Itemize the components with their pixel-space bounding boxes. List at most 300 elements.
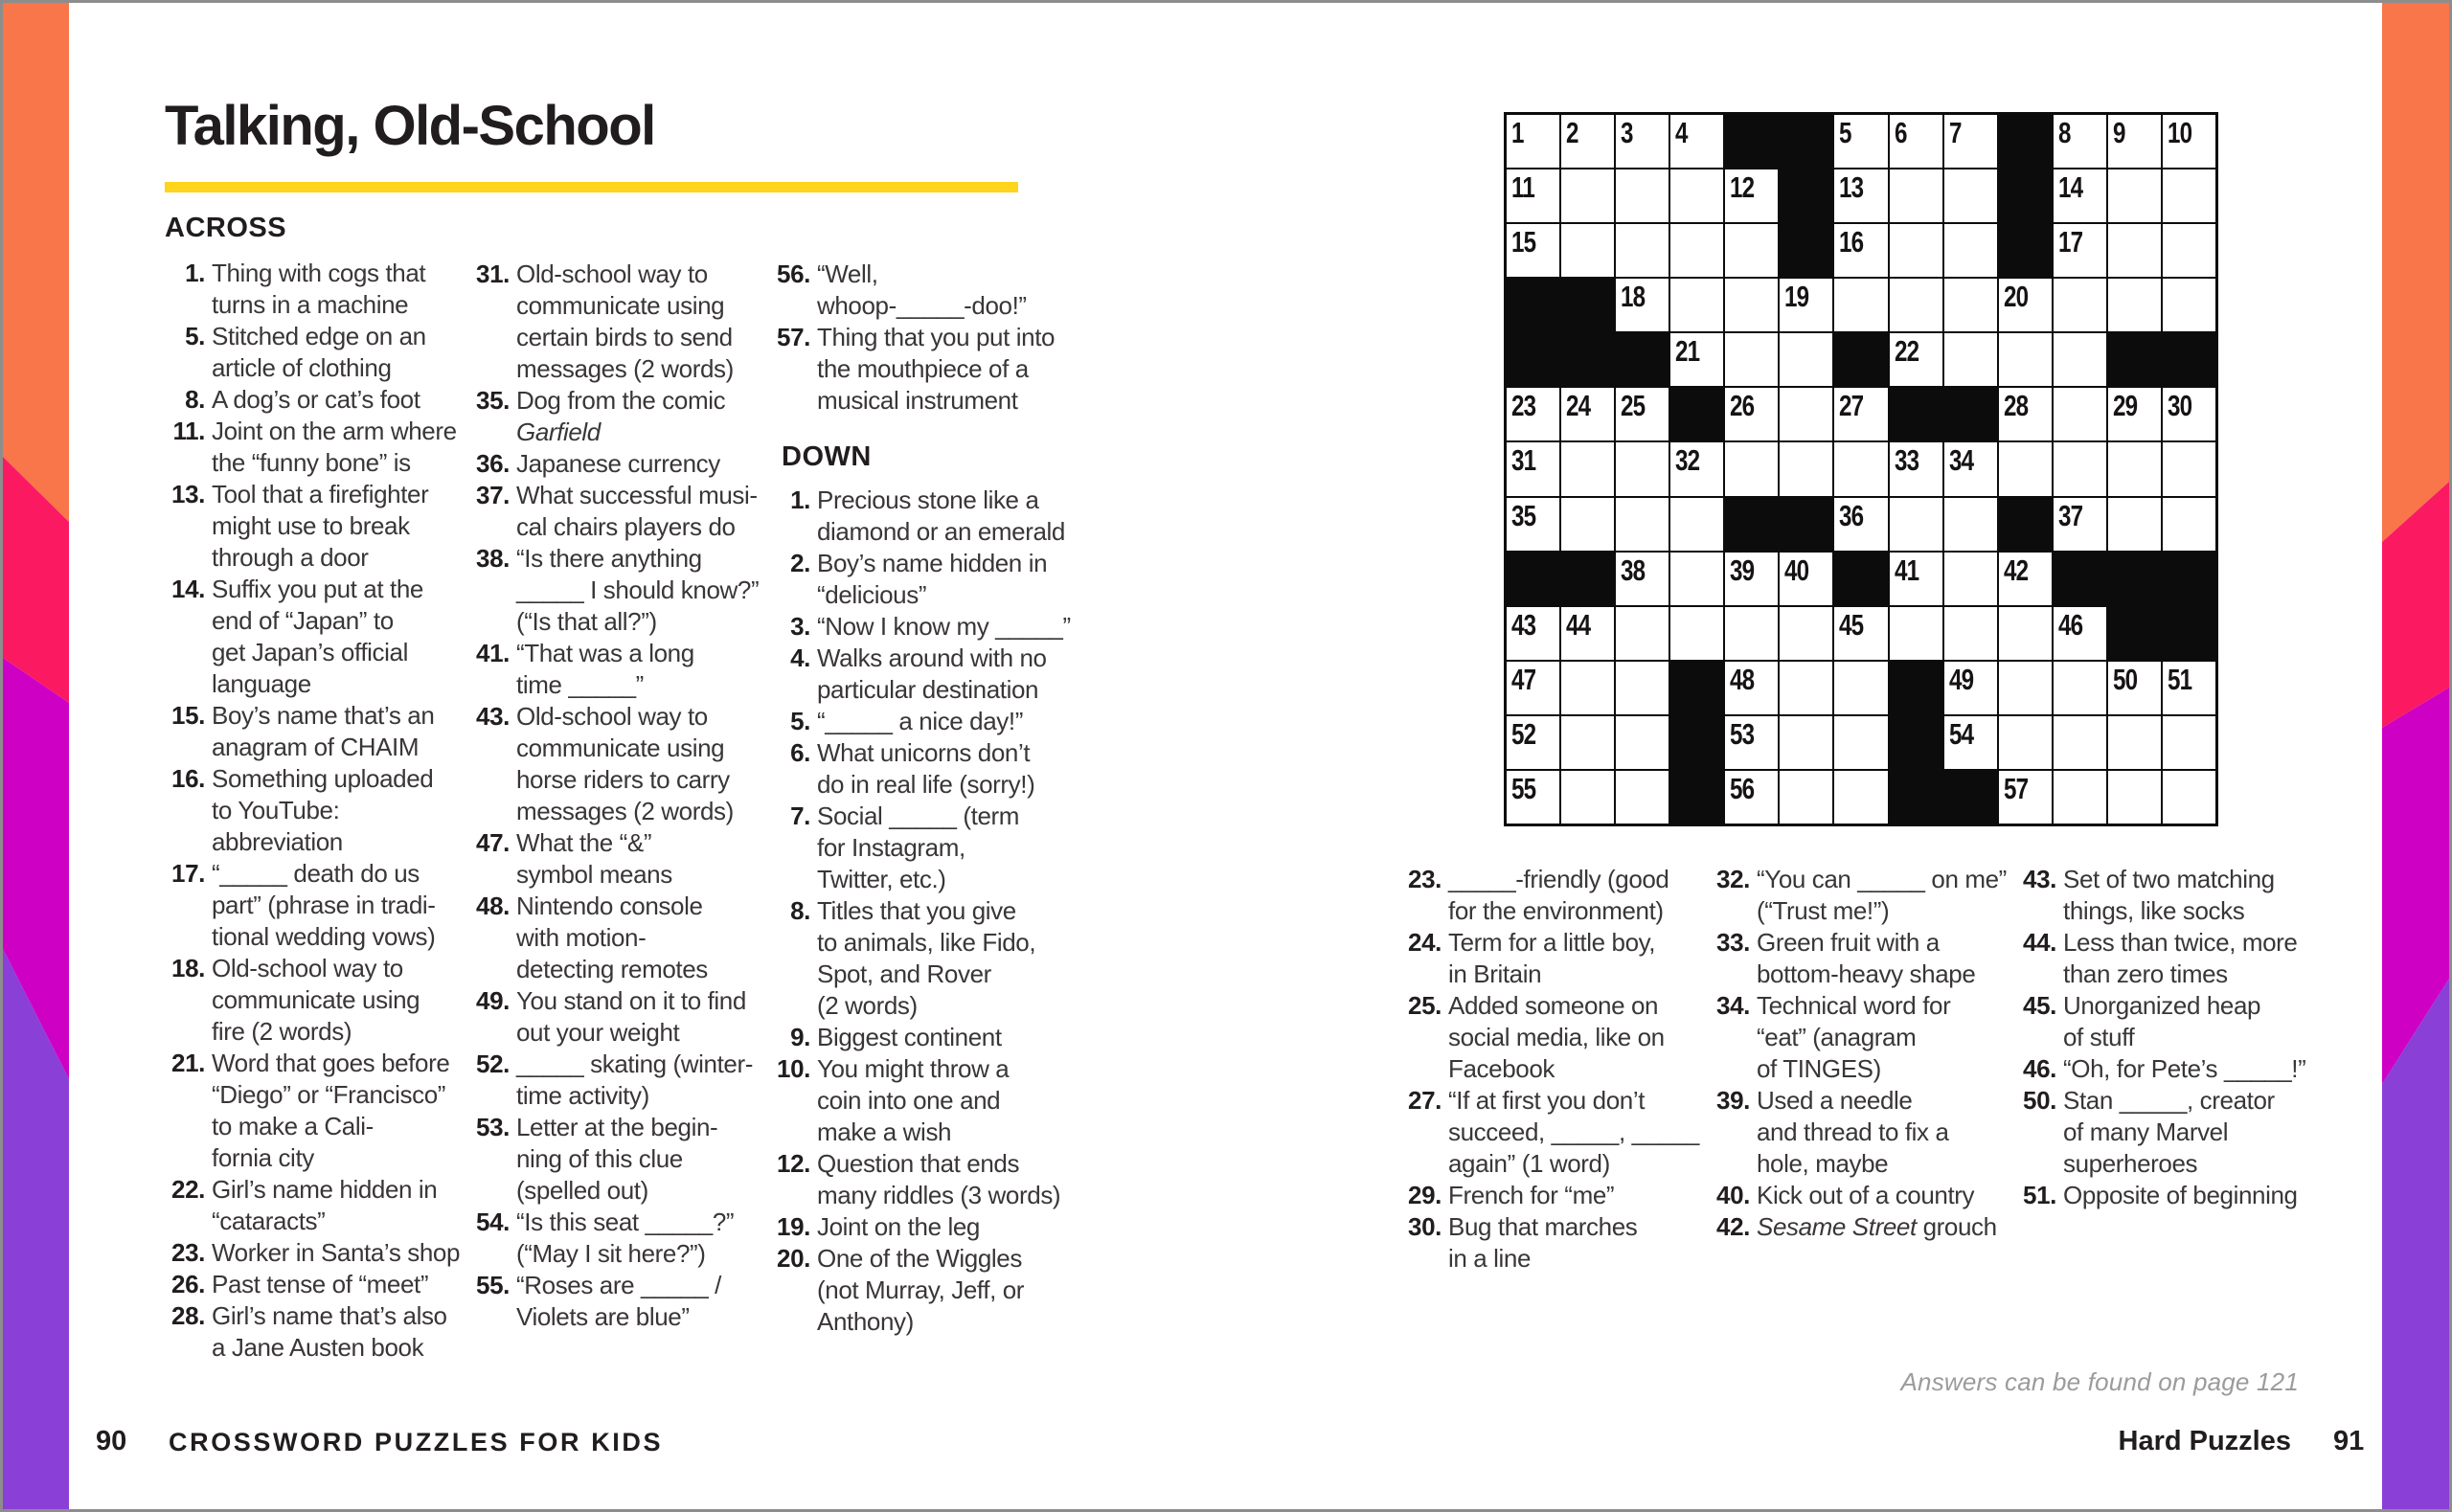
clue-text [516, 1112, 717, 1207]
grid-cell [2108, 442, 2161, 495]
clue-line: Unorganized heap [2063, 991, 2261, 1020]
grid-cell [1616, 662, 1669, 714]
clue-line: (“Is that all?”) [516, 607, 657, 636]
clue-line: of stuff [2063, 1023, 2135, 1051]
crossword-grid [1504, 112, 2218, 826]
cell-number: 12 [1730, 170, 1755, 205]
clue-item [161, 1300, 462, 1364]
grid-cell [1507, 169, 1559, 222]
clue-number: 19. [777, 1212, 810, 1241]
cell-number: 14 [2057, 170, 2083, 205]
clue-line: (not Murray, Jeff, or [817, 1275, 1025, 1304]
clue-line: Letter at the begin- [516, 1113, 718, 1141]
grid-cell [1561, 771, 1614, 824]
clue-line: Old-school way to [212, 954, 403, 982]
clue-line: many riddles (3 words) [817, 1181, 1061, 1209]
grid-cell [1890, 169, 1942, 222]
grid-cell [1999, 279, 2052, 331]
grid-cell-black [1944, 771, 1997, 824]
clue-line: Girl’s name hidden in [212, 1175, 438, 1204]
clue-line: Set of two matching [2063, 865, 2275, 893]
grid-cell [1890, 333, 1942, 386]
grid-cell [1725, 388, 1778, 440]
puzzle-title: Talking, Old-School [165, 95, 655, 157]
grid-cell [1834, 442, 1887, 495]
clue-line: Term for a little boy, [1448, 928, 1656, 957]
grid-cell [1616, 224, 1669, 277]
clue-line: detecting remotes [516, 955, 708, 983]
clue-text [212, 384, 420, 416]
down-clue-list-a [1397, 864, 1700, 1275]
clue-text [1757, 864, 2007, 927]
clue-line: Biggest continent [817, 1023, 1002, 1051]
clue-number: 56. [777, 260, 810, 288]
grid-cell [2054, 333, 2106, 386]
cell-number: 5 [1839, 116, 1852, 149]
clue-text [212, 953, 420, 1048]
clue-line: messages (2 words) [516, 797, 734, 825]
clue-item [161, 321, 462, 384]
clue-line: of TINGES) [1757, 1054, 1881, 1083]
clue-item [1706, 1211, 2009, 1243]
clue-line: hole, maybe [1757, 1149, 1889, 1178]
grid-cell [1561, 388, 1614, 440]
clue-line: What successful musi- [516, 481, 758, 509]
clue-line: “Now I know my _____” [817, 612, 1071, 641]
grid-cell [2054, 224, 2106, 277]
clue-line: Tool that a firefighter [212, 480, 429, 508]
clue-number: 27. [1408, 1086, 1442, 1115]
clue-line: horse riders to carry [516, 765, 730, 794]
grid-cell [1780, 607, 1832, 660]
clue-item [465, 827, 766, 891]
grid-cell [2108, 279, 2161, 331]
grid-cell [2054, 771, 2106, 824]
clue-line: “eat” (anagram [1757, 1023, 1917, 1051]
clue-number: 11. [172, 417, 205, 445]
clue-item [465, 1049, 766, 1112]
cell-number: 45 [1839, 607, 1864, 642]
grid-cell-black [2108, 333, 2161, 386]
clue-number: 36. [476, 449, 510, 478]
clue-item [465, 985, 766, 1049]
clue-item [766, 1211, 1086, 1243]
clue-line: (2 words) [817, 991, 918, 1020]
clue-line: A dog’s or cat’s foot [212, 385, 420, 414]
clue-line: What the “&” [516, 828, 652, 857]
clue-text [1757, 1211, 1997, 1243]
grid-cell [2054, 169, 2106, 222]
clue-number: 47. [476, 828, 510, 857]
cell-number: 37 [2057, 498, 2083, 532]
cell-number: 27 [1839, 389, 1864, 423]
grid-cell [2163, 716, 2215, 769]
cell-number: 23 [1511, 389, 1536, 423]
clue-number: 20. [777, 1244, 810, 1273]
grid-cell [1561, 115, 1614, 168]
clue-number: 15. [171, 701, 205, 730]
grid-cell [1999, 607, 2052, 660]
clue-line: in a line [1448, 1244, 1532, 1273]
grid-cell [2163, 771, 2215, 824]
cell-number: 8 [2057, 116, 2071, 149]
down-clue-list [766, 485, 1086, 1338]
clue-number: 17. [171, 859, 205, 888]
cell-number: 41 [1894, 553, 1918, 587]
grid-cell [1616, 115, 1669, 168]
clue-line: for Instagram, [817, 833, 965, 862]
clue-line: bottom-heavy shape [1757, 959, 1976, 988]
clue-text [516, 1207, 734, 1270]
grid-cell [1780, 442, 1832, 495]
clue-number: 57. [777, 323, 810, 351]
clue-line: part” (phrase in tradi- [212, 891, 436, 919]
cell-number: 55 [1511, 771, 1536, 805]
clue-line: than zero times [2063, 959, 2228, 988]
clue-item [161, 953, 462, 1048]
clue-line: “Roses are _____ / [516, 1271, 721, 1299]
clue-line: ning of this clue [516, 1144, 683, 1173]
clue-line: communicate using [212, 985, 420, 1014]
clue-line: Green fruit with a [1757, 928, 1940, 957]
clue-number: 49. [476, 986, 510, 1015]
clue-item [465, 543, 766, 638]
clue-line: symbol means [516, 860, 672, 889]
clue-line: Social _____ (term [817, 801, 1020, 830]
grid-cell-black [1725, 498, 1778, 551]
clue-line: “cataracts” [212, 1207, 326, 1235]
clue-line: “_____ death do us [212, 859, 420, 888]
grid-cell [2108, 115, 2161, 168]
clue-line: social media, like on [1448, 1023, 1665, 1051]
clue-number: 3. [790, 612, 810, 641]
grid-cell [1999, 553, 2052, 605]
grid-cell [1725, 771, 1778, 824]
clue-line: Technical word for [1757, 991, 1951, 1020]
clue-item [465, 638, 766, 701]
clue-line: “You can _____ on me” [1757, 865, 2007, 893]
clue-line: again” (1 word) [1448, 1149, 1610, 1178]
clue-number: 25. [1408, 991, 1442, 1020]
clue-line: _____ skating (winter- [516, 1049, 753, 1078]
page-number-left: 90 [96, 1426, 127, 1456]
grid-cell [1780, 771, 1832, 824]
clue-line: (spelled out) [516, 1176, 648, 1205]
grid-cell-black [1616, 333, 1669, 386]
clue-line: might use to break [212, 511, 410, 540]
clue-line: of many Marvel [2063, 1117, 2229, 1146]
clue-line: Kick out of a country [1757, 1181, 1975, 1209]
grid-cell [1507, 716, 1559, 769]
cell-number: 52 [1511, 716, 1536, 751]
clue-line: “Oh, for Pete’s _____!” [2063, 1054, 2306, 1083]
clue-text [817, 259, 1027, 322]
grid-cell [1944, 169, 1997, 222]
clue-line: cal chairs players do [516, 512, 736, 541]
clue-line: fire (2 words) [212, 1017, 352, 1046]
grid-cell-black [2163, 607, 2215, 660]
clue-line: Thing with cogs that [212, 259, 426, 287]
clue-number: 13. [171, 480, 205, 508]
clue-line: Twitter, etc.) [817, 865, 946, 893]
clue-line: Nintendo console [516, 891, 703, 920]
clue-line: Japanese currency [516, 449, 720, 478]
clue-number: 14. [171, 575, 205, 603]
clue-text [212, 479, 428, 574]
grid-cell [1616, 716, 1669, 769]
clue-line: with motion- [516, 923, 647, 952]
clue-number: 28. [171, 1301, 205, 1330]
cell-number: 54 [1948, 716, 1973, 751]
grid-cell [1834, 771, 1887, 824]
cell-number: 15 [1511, 225, 1536, 260]
clue-line: to animals, like Fido, [817, 928, 1036, 957]
clue-item [2012, 1053, 2334, 1085]
grid-cell [1670, 333, 1723, 386]
cell-number: 7 [1948, 116, 1962, 149]
clue-line: Dog from the comic [516, 386, 726, 415]
grid-cell [2054, 442, 2106, 495]
clue-text [212, 574, 423, 700]
clue-text [817, 706, 1023, 737]
grid-cell [1725, 553, 1778, 605]
grid-cell [2163, 388, 2215, 440]
cell-number: 49 [1948, 662, 1973, 696]
clue-number: 16. [171, 764, 205, 793]
grid-cell [1999, 771, 2052, 824]
cell-number: 47 [1511, 662, 1536, 696]
grid-cell-black [1670, 716, 1723, 769]
clue-item [766, 611, 1086, 643]
clue-line: (“May I sit here?”) [516, 1239, 706, 1268]
across-clue-column-1 [161, 213, 462, 1364]
clue-text [817, 643, 1047, 706]
clue-item [766, 706, 1086, 737]
left-color-bar [3, 3, 69, 1509]
grid-cell-black [1834, 553, 1887, 605]
cell-number: 34 [1948, 443, 1973, 478]
clue-text [516, 1049, 753, 1112]
grid-cell [1616, 169, 1669, 222]
clue-item [1706, 990, 2009, 1085]
clue-line: Spot, and Rover [817, 959, 991, 988]
clue-item [161, 384, 462, 416]
clue-item [465, 448, 766, 480]
clue-text [516, 701, 734, 827]
cell-number: 53 [1730, 716, 1755, 751]
grid-cell [1890, 553, 1942, 605]
clue-item [766, 322, 1086, 417]
cell-number: 36 [1839, 498, 1864, 532]
grid-cell [2054, 388, 2106, 440]
clue-item [766, 1148, 1086, 1211]
grid-cell [2108, 662, 2161, 714]
clue-text [817, 1022, 1002, 1053]
clue-number: 51. [2023, 1181, 2056, 1209]
grid-cell [1944, 279, 1997, 331]
clue-number: 41. [476, 639, 510, 667]
clue-line: Anthony) [817, 1307, 914, 1336]
clue-text [817, 485, 1065, 548]
grid-cell [1890, 224, 1942, 277]
clue-item [766, 1053, 1086, 1148]
clue-number: 21. [171, 1049, 205, 1077]
clue-line: Old-school way to [516, 702, 708, 731]
grid-cell [1561, 716, 1614, 769]
clue-number: 5. [185, 322, 205, 350]
clue-number: 33. [1716, 928, 1750, 957]
grid-cell [1616, 442, 1669, 495]
clue-number: 22. [171, 1175, 205, 1204]
clue-text [212, 258, 425, 321]
grid-cell [1890, 607, 1942, 660]
clue-item [1706, 927, 2009, 990]
grid-cell [2054, 115, 2106, 168]
clue-text [212, 416, 457, 479]
grid-cell [2163, 442, 2215, 495]
grid-cell-black [1890, 771, 1942, 824]
clue-item [465, 385, 766, 448]
clue-item [766, 643, 1086, 706]
clue-line: Titles that you give [817, 896, 1016, 925]
clue-number: 2. [790, 549, 810, 577]
clue-number: 34. [1716, 991, 1750, 1020]
cell-number: 20 [2003, 280, 2029, 314]
clue-line: musical instrument [817, 386, 1018, 415]
grid-cell [1670, 553, 1723, 605]
clue-line: to make a Cali- [212, 1112, 374, 1140]
clue-line: a Jane Austen book [212, 1333, 424, 1362]
clue-line: succeed, _____, _____ [1448, 1117, 1699, 1146]
clue-text [817, 322, 1055, 417]
clue-text [817, 1053, 1009, 1148]
grid-cell [1670, 169, 1723, 222]
across-clue-list-3 [766, 259, 1086, 417]
clue-item [161, 700, 462, 763]
clue-number: 45. [2023, 991, 2056, 1020]
clue-number: 4. [790, 643, 810, 672]
clue-text [212, 858, 436, 953]
clue-text [1448, 927, 1655, 990]
clue-text [817, 1243, 1024, 1338]
grid-cell [1561, 224, 1614, 277]
grid-cell-black [2163, 333, 2215, 386]
clue-item [1397, 1211, 1700, 1275]
grid-cell [1999, 442, 2052, 495]
grid-cell [2108, 716, 2161, 769]
clue-line: particular destination [817, 675, 1039, 704]
cell-number: 35 [1511, 498, 1536, 532]
cell-number: 4 [1675, 116, 1688, 149]
clue-line: article of clothing [212, 353, 392, 382]
clue-text [1448, 1180, 1614, 1211]
clue-item [2012, 864, 2334, 927]
cell-number: 10 [2167, 116, 2192, 149]
grid-cell-black [1561, 553, 1614, 605]
clue-text [516, 891, 708, 985]
grid-cell [1834, 169, 1887, 222]
clue-number: 46. [2023, 1054, 2056, 1083]
clue-text [817, 801, 1019, 895]
clue-line: Added someone on [1448, 991, 1659, 1020]
clue-line: the “funny bone” is [212, 448, 411, 477]
bar-segment-orange [3, 3, 69, 522]
clue-line: diamond or an emerald [817, 517, 1065, 546]
clue-item [1397, 1085, 1700, 1180]
clue-number: 43. [476, 702, 510, 731]
clue-line: “Diego” or “Francisco” [212, 1080, 446, 1109]
cell-number: 31 [1511, 443, 1536, 478]
grid-cell [1780, 716, 1832, 769]
clue-text [817, 548, 1047, 611]
clue-text [1757, 1180, 1974, 1211]
grid-cell [1780, 279, 1832, 331]
clue-line: Walks around with no [817, 643, 1047, 672]
grid-cell [1507, 388, 1559, 440]
grid-cell [1507, 224, 1559, 277]
grid-cell-black [1780, 224, 1832, 277]
clue-line: whoop-_____-doo!” [817, 291, 1027, 320]
clue-number: 18. [171, 954, 205, 982]
grid-cell-black [1890, 388, 1942, 440]
right-color-bar [2382, 3, 2449, 1509]
grid-cell-black [1561, 333, 1614, 386]
grid-cell-black [2163, 553, 2215, 605]
grid-cell [1616, 771, 1669, 824]
grid-cell [1670, 607, 1723, 660]
grid-cell [2108, 388, 2161, 440]
clue-number: 29. [1408, 1181, 1442, 1209]
cell-number: 32 [1675, 443, 1700, 478]
grid-cell [1834, 388, 1887, 440]
clue-text [212, 1048, 449, 1174]
clue-item [766, 485, 1086, 548]
cell-number: 21 [1675, 334, 1700, 369]
clue-text [2063, 1053, 2305, 1085]
clue-line: Boy’s name that’s an [212, 701, 435, 730]
grid-cell-black [1670, 662, 1723, 714]
grid-cell [1944, 498, 1997, 551]
grid-cell-black [1834, 333, 1887, 386]
cell-number: 50 [2112, 662, 2138, 696]
clue-item [1397, 1180, 1700, 1211]
clue-text [1757, 1085, 1949, 1180]
clue-item [161, 1174, 462, 1237]
clue-number: 10. [777, 1054, 810, 1083]
clue-item [161, 1048, 462, 1174]
grid-cell [1725, 442, 1778, 495]
grid-cell [1834, 115, 1887, 168]
clue-number: 53. [476, 1113, 510, 1141]
grid-cell-black [1780, 115, 1832, 168]
clue-number: 31. [476, 260, 510, 288]
grid-cell-black [1670, 388, 1723, 440]
grid-cell [2054, 716, 2106, 769]
grid-cell [2054, 498, 2106, 551]
clue-item [1706, 864, 2009, 927]
grid-cell [2163, 224, 2215, 277]
grid-cell [1890, 115, 1942, 168]
clue-line: Stan _____, creator [2063, 1086, 2275, 1115]
clue-text [2063, 1180, 2298, 1211]
clue-item [766, 548, 1086, 611]
clue-item [465, 480, 766, 543]
clue-text [1757, 927, 1975, 990]
clue-line: Used a needle [1757, 1086, 1913, 1115]
clue-line: superheroes [2063, 1149, 2198, 1178]
clue-text [2063, 864, 2275, 927]
clue-line: do in real life (sorry!) [817, 770, 1035, 799]
